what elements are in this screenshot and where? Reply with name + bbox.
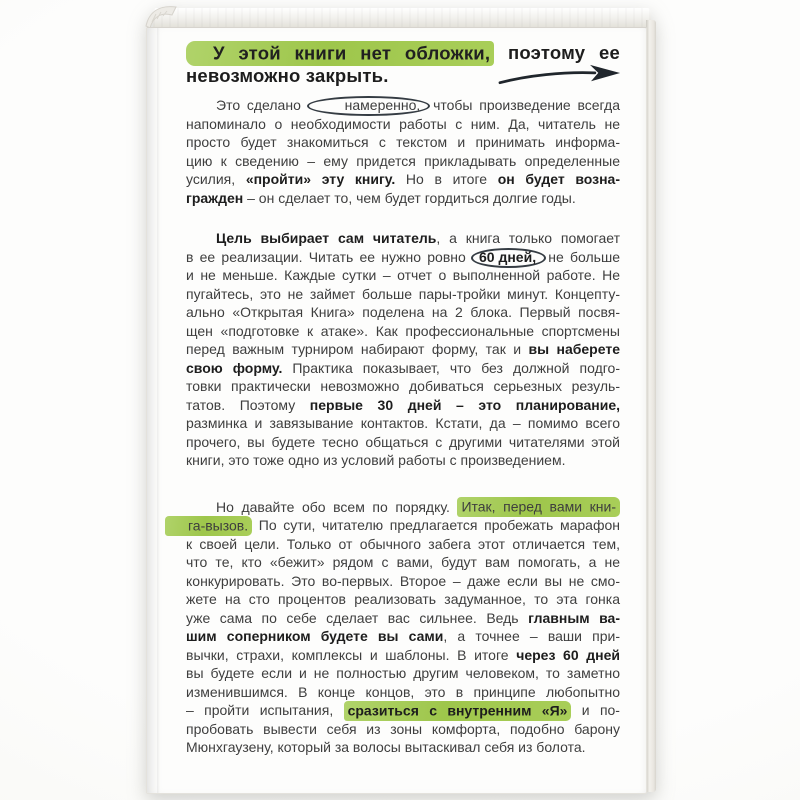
text-segment: через 60 дней [516, 646, 620, 663]
text-segment: вычки, страхи, комплексы и шаблоны. В итоге [186, 646, 517, 663]
text-line [186, 664, 620, 683]
text-line [186, 451, 620, 470]
text-segment: – пройти испытания, [186, 702, 344, 718]
text-segment: , а книга только помогает [436, 230, 620, 246]
text-segment: поэтому ее [494, 42, 620, 63]
text-segment: цию к сведению – ему придется прикладывать определенные [186, 152, 620, 169]
book-side-page-edge [646, 20, 656, 792]
text-line [186, 266, 620, 285]
text-segment: вы наберете [528, 341, 620, 357]
text-segment: Но в итоге [395, 171, 498, 187]
text-segment: щен «подготовке к атаке». Как профессиональные спортсмены [186, 322, 620, 339]
text-segment: конкурировать. Это во-первых. Второе – даже если вы не смо- [186, 572, 620, 589]
text-line [186, 152, 620, 171]
text-segment: первые 30 дней – это планирование, [309, 396, 621, 413]
text-segment: изменившимся. В конце концов, это в принципе любопытно [186, 683, 620, 700]
text-segment: жете на сто процентов реализовать задуманное, то эта гонка [186, 591, 620, 607]
text-line [186, 627, 620, 646]
text-line [186, 170, 620, 189]
text-segment: Цель выбирает сам читатель [216, 230, 437, 246]
text-line [186, 738, 620, 757]
text-line [186, 433, 620, 452]
text-line [186, 285, 620, 304]
text-segment: просто будет знакомиться с текстом и принимать информа- [186, 134, 620, 150]
text-segment: свою форму. [186, 359, 283, 376]
text-segment: Практика показывает, что без должной подго- [282, 359, 620, 376]
text-segment: Это сделано [216, 97, 308, 113]
text-segment: невозможно закрыть. [186, 65, 389, 86]
text-line [186, 535, 620, 554]
text-line [186, 115, 620, 134]
text-line [186, 414, 620, 433]
text-line [186, 553, 620, 572]
text-segment: в ее реализации. Читать ее нужно ровно [186, 248, 472, 265]
text-line [186, 229, 620, 248]
text-segment: книги, это тоже одно из условий работы с произведением. [186, 452, 566, 468]
text-line [186, 133, 620, 152]
text-segment: – он сделает то, чем будет гордиться долгие годы. [243, 189, 576, 206]
text-segment: прочего, вы будете тесно общаться с другими читателями этой [186, 433, 620, 450]
book-paragraph [186, 498, 620, 757]
text-segment: он будет возна- [497, 171, 621, 187]
book-text [186, 41, 620, 757]
text-segment: пугайтесь, это не займет больше пары-тройки минут. Концепту- [186, 285, 620, 302]
text-line [186, 609, 620, 628]
text-line [186, 498, 620, 517]
highlighted-text: У этой книги нет обложки, [186, 41, 494, 66]
text-segment: гражден [186, 189, 244, 206]
text-segment: товки практически невозможно добиваться серьезных резуль- [186, 378, 620, 394]
text-line [186, 377, 620, 396]
text-segment: не больше [542, 248, 620, 265]
text-line [186, 96, 620, 115]
text-line [186, 701, 620, 720]
text-segment: чтобы произведение всегда [426, 97, 620, 113]
book-top-page-edge [153, 8, 651, 28]
text-line [186, 646, 620, 665]
text-segment: шим соперником будете вы сами [186, 628, 444, 644]
circled-text: 60 дней, [471, 248, 546, 268]
book-cover-page [146, 27, 647, 794]
text-segment: напоминало о необходимости работы с ним. Да, читатель не [186, 115, 620, 132]
text-segment: Мюнхгаузену, который за волосы вытаскивал себя из болота. [186, 739, 586, 755]
text-segment: главным ва- [528, 609, 620, 626]
text-line [186, 359, 620, 378]
text-line [186, 396, 620, 415]
cover-crease [157, 28, 160, 793]
text-line [186, 340, 620, 359]
highlighted-text: сразиться с внутренним «Я» [344, 701, 572, 721]
book-paragraph [186, 229, 620, 470]
text-segment: ально «Открытая Книга» поделена на 2 блока. Первый посвя- [186, 304, 620, 320]
text-segment: Но давайте обо всем по порядку. [216, 498, 458, 515]
book-paragraph [186, 96, 620, 207]
text-segment: усилия, [186, 171, 246, 187]
highlighted-text: га-вызов. [165, 516, 252, 536]
text-segment: к своей цели. Только от обычного забега этот отличается тем, [186, 535, 620, 552]
text-line [186, 590, 620, 609]
text-segment: разминка и завязывание контактов. Кстати, да – помимо всего [186, 415, 620, 431]
text-line [186, 720, 620, 739]
book [146, 8, 656, 794]
text-segment: и не меньше. Каждые сутки – отчет о выполненной работе. Не [186, 267, 620, 283]
text-segment: уже сама по себе сделает вас сильнее. Ведь [186, 609, 529, 626]
text-line [186, 572, 620, 591]
text-segment: вы будете если и не полностью другим человеком, то заметно [186, 665, 620, 681]
right-arrow-icon [498, 61, 622, 88]
text-segment: перед важным турниром набирают форму, так и [186, 341, 529, 357]
text-line [186, 248, 620, 267]
text-segment: «пройти» эту книгу. [245, 171, 396, 187]
text-segment: и по- [571, 702, 620, 718]
text-line [186, 683, 620, 702]
text-segment: что те, кто «бежит» рядом с вами, будут вам помогать, а не [186, 554, 620, 570]
text-segment: пробовать вывести себя из зоны комфорта, подобно барону [186, 720, 620, 737]
highlighted-text: Итак, перед вами кни- [457, 497, 620, 517]
circled-text: намеренно, [307, 96, 431, 116]
text-segment: , а точнее – ваши при- [443, 628, 620, 644]
text-line [186, 303, 620, 322]
text-line [186, 516, 620, 535]
text-line [186, 322, 620, 341]
text-line [186, 189, 620, 208]
text-segment: По сути, читателю предлагается пробежать марафон [252, 517, 620, 533]
text-segment: татов. Поэтому [186, 396, 310, 413]
